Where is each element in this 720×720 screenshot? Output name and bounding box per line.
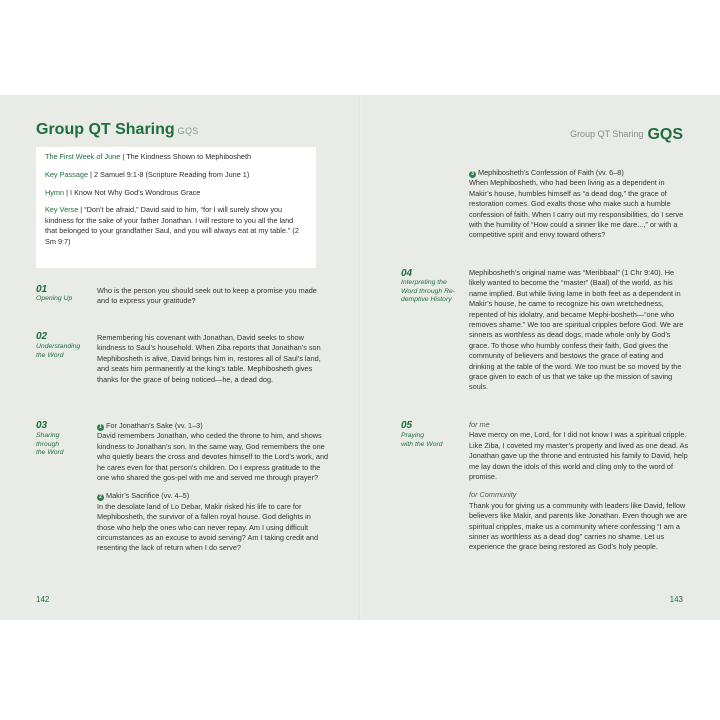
- point-2-text: In the desolate land of Lo Debar, Makir risked his life to care for Mephibosheth, the survivor of a fallen royal house. God delights in those who help the ones who can never repay. Am I using difficult circumstances as an excuse to avoid serving? Am I taking credit and resenting the lack of return when I do serve?: [97, 501, 319, 553]
- point-3-heading: [469, 168, 687, 178]
- number-1-icon: 1: [97, 424, 104, 431]
- section-04-label-line3: demptive History: [401, 296, 452, 304]
- section-03-label-line3: the Word: [36, 449, 64, 457]
- running-header-text: Group QT Sharing: [570, 129, 644, 139]
- book-gutter: [359, 95, 361, 620]
- running-header-right: [570, 124, 683, 144]
- number-2-icon: 2: [97, 494, 104, 501]
- for-community-text: Thank you for giving us a community with leaders like David, fellow believers like Makir, and parents like Jonathan. Even though we are spiritual cripples, make us a community where confessing “I am a sinner as worthless as a dead dog” carries no shame. Let us experience the grace being restored as God’s holy people.: [469, 500, 688, 552]
- section-03-label-line1: Sharing: [36, 432, 60, 439]
- section-02-label-line1: Understanding: [36, 343, 81, 350]
- key-info-box: [36, 147, 316, 268]
- section-05-body: [469, 420, 689, 553]
- title-text: Group QT Sharing: [36, 121, 175, 138]
- hymn-value: I Know Not Why God’s Wondrous Grace: [70, 187, 201, 197]
- verse-line: Key Verse | “Don’t be afraid,” David said to him, “for I will surely show you kindness for the sake of your father Jonathan. I will restore to you all the land that belonged to your grandfather Saul, and you will always eat at my table.” (2 Sm 9:7): [45, 205, 299, 246]
- section-05-label: [401, 432, 443, 449]
- week-line: The First Week of June | The Kindness Shown to Mephibosheth: [45, 152, 252, 161]
- for-community-label: for Community: [469, 490, 517, 500]
- section-02-label-line2: the Word: [36, 351, 64, 359]
- title-abbrev: GQS: [177, 126, 199, 136]
- section-01-text: Who is the person you should seek out to keep a promise you made and to express your gratitude?: [97, 286, 317, 306]
- for-me-text: Have mercy on me, Lord, for I did not know I was a spiritual cripple. Like Ziba, I coveted my master’s property and lived as one dead. As Jonathan gave up the throne and entrusted his family to David, help me lay down the idols of this world and cling only to the word of promise.: [469, 430, 689, 482]
- section-04-label-line1: Interpreting the: [401, 279, 447, 286]
- section-03-number: 03: [36, 420, 48, 431]
- verse-value: “Don’t be afraid,” David said to him, “for I will surely show you kindness for the sake of your father Jonathan. I will restore to you all the land that belonged to your grandfather Saul, and you will always eat at my table.” (2 Sm 9:7): [45, 205, 299, 246]
- passage-line: Key Passage | 2 Samuel 9:1-8 (Scripture Reading from June 1): [45, 169, 250, 179]
- point-2-title: Makir’s Sacrifice (vv. 4–5): [106, 491, 190, 501]
- section-03-body: [97, 421, 330, 554]
- passage-value: 2 Samuel 9:1-8 (Scripture Reading from June 1): [93, 169, 250, 179]
- hymn-line: Hymn | I Know Not Why God’s Wondrous Grace: [45, 187, 201, 197]
- section-01-label: Opening Up: [36, 295, 73, 302]
- point-3-block: [469, 168, 687, 241]
- number-3-icon: 3: [469, 171, 476, 178]
- point-3-text: When Mephibosheth, who had been living as a dependent in Makir’s house, humbles himself as “a dead dog,” the grace of restoration comes. God exalts those who make such a humble confession of faith. When I carry out my responsibilities, do I serve with the humility of “How could a sinner like me dare...,” or with a competitive spirit and envy toward others?: [469, 178, 684, 240]
- page-number-right: 143: [669, 595, 683, 604]
- week-value: The Kindness Shown to Mephibosheth: [126, 152, 252, 161]
- section-01-number: 01: [36, 284, 48, 295]
- page-number-left: 142: [36, 595, 50, 604]
- section-04-number: 04: [401, 268, 413, 279]
- section-04-label: [401, 279, 455, 305]
- section-02-number: 02: [36, 331, 48, 342]
- for-me-label: for me: [469, 420, 490, 429]
- section-03-label-line2: through: [36, 440, 60, 448]
- point-1-title: For Jonathan’s Sake (vv. 1–3): [106, 421, 203, 430]
- hymn-label: Hymn: [45, 187, 65, 197]
- verse-label: Key Verse: [45, 205, 79, 215]
- passage-label: Key Passage: [45, 169, 88, 179]
- section-02-label: [36, 343, 80, 360]
- section-04-text: Mephibosheth’s original name was “Meribbaal” (1 Chr 9:40). He likely wanted to become the “master” (Baal) of the world, as his name implied. But while living lame in both feet as a dependent in Makir’s house, he came to recognize his own wretchedness, repented of his idolatry, and became Mephi-bosheth—“one who removes shame.” We too are spiritual cripples before God. We are sinners as worthless as dead dogs, made whole only by God’s grace. To those who humbly confess their faith, God gives the community of believers and bestows the grace of eating and drinking at the table of the word. We too must be so moved by the grace given to each of us that we take up the mission of saving souls.: [469, 268, 684, 392]
- section-02-text: Remembering his covenant with Jonathan, David seeks to show kindness to Saul’s household. When Ziba reports that Jonathan’s son Mephibosheth is alive, David brings him in, restores all of Saul’s land, and seats him permanently at the king’s table. Mephibosheth gives thanks for the grace of being noticed—he, a dead dog.: [97, 333, 321, 384]
- section-05-label-line1: Praying: [401, 432, 425, 439]
- point-3-title: Mephibosheth’s Confession of Faith (vv. 6–8): [478, 168, 624, 177]
- point-2-heading: [97, 491, 330, 501]
- point-1-text: David remembers Jonathan, who ceded the throne to him, and shows kindness to Jonathan’s son. In the same way, God remembers the one who quietly bears the cross and devotes himself to the Lord’s work, and he cares even for that person’s children. Do I express gratitude to the one who shared the gos-pel with me and served me through prayer?: [97, 431, 329, 483]
- point-1-heading: [97, 421, 330, 431]
- section-05-number: 05: [401, 420, 413, 431]
- section-03-label: [36, 432, 64, 458]
- week-label: The First Week of June: [45, 152, 121, 161]
- page-title: [36, 121, 199, 139]
- section-04-label-line2: Word through Re-: [401, 287, 456, 295]
- running-header-abbrev: GQS: [647, 126, 683, 143]
- section-05-label-line2: with the Word: [401, 440, 443, 448]
